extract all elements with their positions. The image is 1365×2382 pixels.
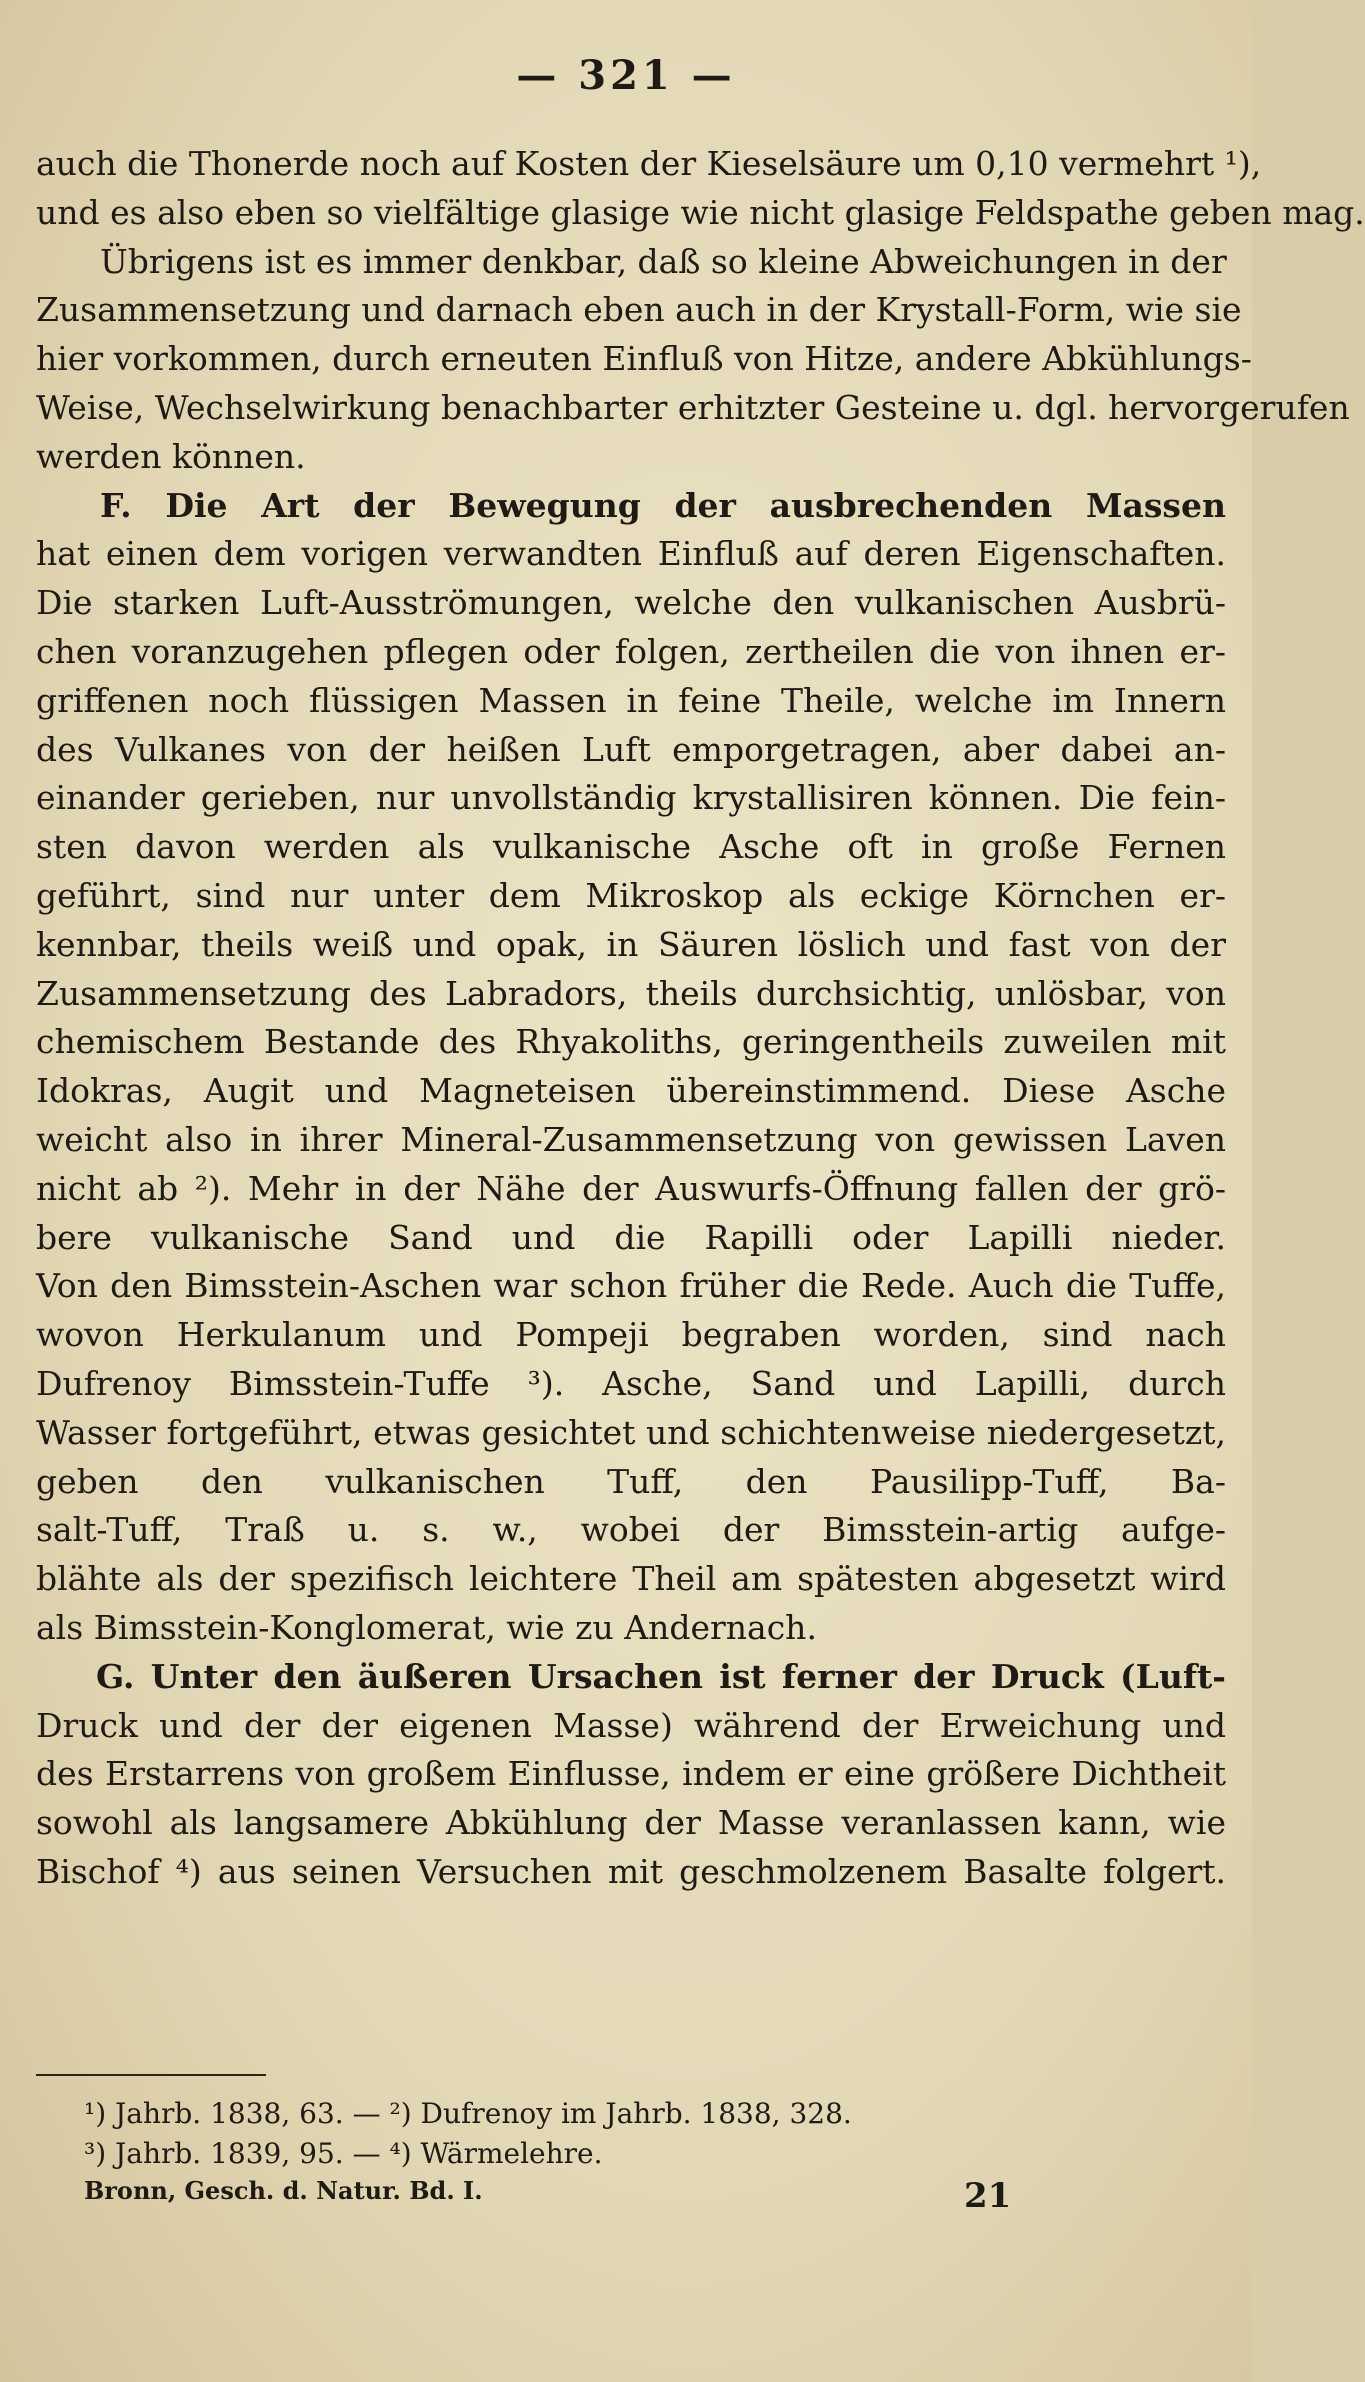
text-line: Zusammensetzung und darnach eben auch in der Krystall-Form, wie sie	[36, 290, 1242, 330]
body-text	[36, 140, 1365, 1897]
text-line: Weise, Wechselwirkung benachbarter erhitzter Gesteine u. dgl. hervorgerufen	[36, 387, 1350, 427]
text-line: Bischof ⁴) aus seinen Versuchen mit geschmolzenem Basalte folgert.	[36, 1851, 1226, 1891]
text-line: geführt, sind nur unter dem Mikroskop als eckige Körnchen er-	[36, 875, 1226, 915]
text-line: chen voranzugehen pflegen oder folgen, zertheilen die von ihnen er-	[36, 631, 1226, 671]
footnote: ³) Jahrb. 1839, 95. — ⁴) Wärmelehre.	[84, 2137, 603, 2170]
text-line: einander gerieben, nur unvollständig krystallisiren können. Die fein-	[36, 778, 1226, 818]
text-line: sten davon werden als vulkanische Asche oft in große Fernen	[36, 827, 1226, 867]
text-line: nicht ab ²). Mehr in der Nähe der Auswurfs-Öffnung fallen der grö-	[36, 1168, 1226, 1208]
text-line: kennbar, theils weiß und opak, in Säuren löslich und fast von der	[36, 924, 1226, 964]
text-line: wovon Herkulanum und Pompeji begraben worden, sind nach	[36, 1315, 1226, 1355]
text-line: werden können.	[36, 436, 306, 476]
section-heading-line: F. Die Art der Bewegung der ausbrechenden Massen	[100, 485, 1226, 525]
text-line: Idokras, Augit und Magneteisen übereinstimmend. Diese Asche	[36, 1071, 1226, 1111]
text-line: blähte als der spezifisch leichtere Theil am spätesten abgesetzt wird	[36, 1559, 1226, 1599]
text-line: Von den Bimsstein-Aschen war schon früher die Rede. Auch die Tuffe,	[36, 1266, 1226, 1306]
text-line: chemischem Bestande des Rhyakoliths, geringentheils zuweilen mit	[36, 1022, 1226, 1062]
text-line: Dufrenoy Bimsstein-Tuffe ³). Asche, Sand und Lapilli, durch	[36, 1363, 1226, 1403]
text-line: des Erstarrens von großem Einflusse, indem er eine größere Dichtheit	[36, 1754, 1226, 1794]
text-line: des Vulkanes von der heißen Luft emporgetragen, aber dabei an-	[36, 729, 1226, 769]
text-line: hier vorkommen, durch erneuten Einfluß von Hitze, andere Abkühlungs-	[36, 339, 1252, 379]
printer-signature: Bronn, Gesch. d. Natur. Bd. I.	[84, 2176, 483, 2205]
footnote-divider	[36, 2074, 266, 2076]
text-line: sowohl als langsamere Abkühlung der Masse veranlassen kann, wie	[36, 1803, 1226, 1843]
text-line: Übrigens ist es immer denkbar, daß so kleine Abweichungen in der	[100, 241, 1227, 281]
text-line: als Bimsstein-Konglomerat, wie zu Andernach.	[36, 1607, 817, 1647]
text-line: hat einen dem vorigen verwandten Einfluß auf deren Eigenschaften.	[36, 534, 1226, 574]
text-line: Druck und der der eigenen Masse) während der Erweichung und	[36, 1705, 1226, 1745]
text-line: auch die Thonerde noch auf Kosten der Kieselsäure um 0,10 vermehrt ¹),	[36, 144, 1262, 183]
text-line: Die starken Luft-Ausströmungen, welche den vulkanischen Ausbrü-	[36, 583, 1226, 623]
text-line: weicht also in ihrer Mineral-Zusammensetzung von gewissen Laven	[36, 1119, 1226, 1159]
footnotes	[84, 2094, 1184, 2174]
text-line: griffenen noch flüssigen Massen in feine Theile, welche im Innern	[36, 680, 1226, 720]
signature-number: 21	[964, 2176, 1012, 2216]
footnote: ¹) Jahrb. 1838, 63. — ²) Dufrenoy im Jahrb. 1838, 328.	[84, 2097, 852, 2130]
text-line: Zusammensetzung des Labradors, theils durchsichtig, unlösbar, von	[36, 973, 1226, 1013]
text-line: bere vulkanische Sand und die Rapilli oder Lapilli nieder.	[36, 1217, 1226, 1257]
section-heading-line: G. Unter den äußeren Ursachen ist ferner der Druck (Luft-	[96, 1656, 1226, 1696]
text-line: Wasser fortgeführt, etwas gesichtet und schichtenweise niedergesetzt,	[36, 1412, 1226, 1452]
text-line: geben den vulkanischen Tuff, den Pausilipp-Tuff, Ba-	[36, 1461, 1226, 1501]
text-line: salt-Tuff, Traß u. s. w., wobei der Bimsstein-artig aufge-	[36, 1510, 1226, 1550]
page-header: — 321 —	[516, 52, 736, 99]
text-line: und es also eben so vielfältige glasige wie nicht glasige Feldspathe geben mag.	[36, 192, 1365, 232]
